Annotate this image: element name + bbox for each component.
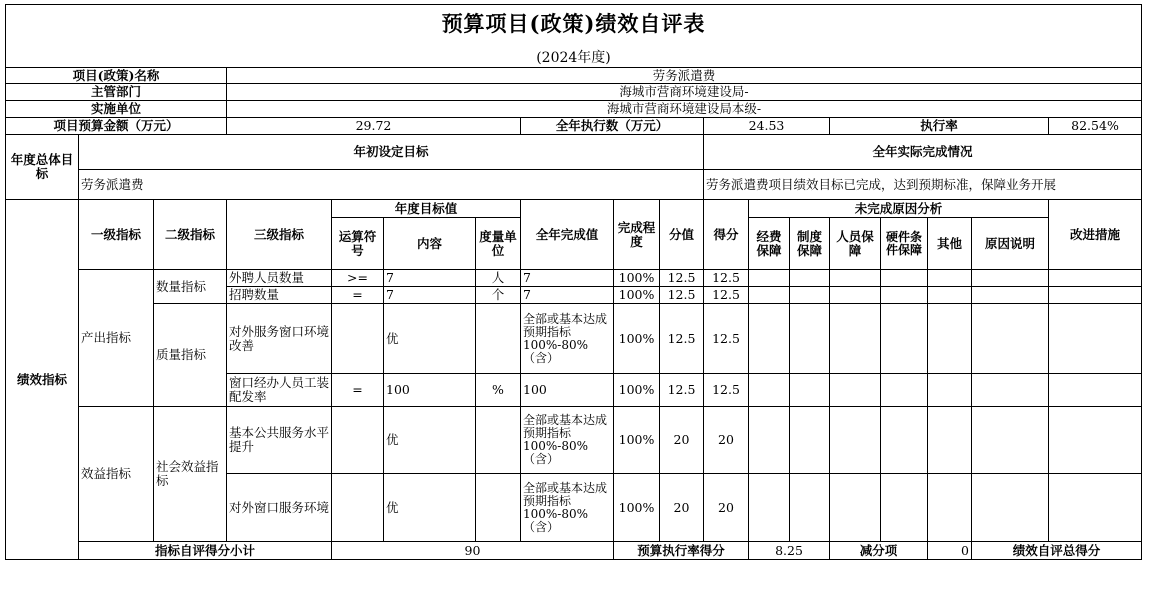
- header-level3: 三级指标: [227, 200, 332, 270]
- header-got: 得分: [704, 200, 749, 270]
- rate-value: 82.54%: [1049, 118, 1142, 135]
- row-got: 12.5: [704, 304, 749, 374]
- unit-value: 海城市营商环境建设局本级-: [227, 101, 1142, 118]
- header-hardware: 硬件条件保障: [881, 218, 928, 270]
- goals-initial-header: 年初设定目标: [79, 135, 704, 170]
- header-content: 内容: [384, 218, 476, 270]
- table-row: [6, 270, 1142, 287]
- budget-score-label: 预算执行率得分: [614, 542, 749, 560]
- row-op: =: [332, 287, 384, 304]
- row-score: 12.5: [660, 270, 704, 287]
- project-name-label: 项目(政策)名称: [6, 68, 227, 84]
- unit-label: 实施单位: [6, 101, 227, 118]
- row-unit: [476, 474, 521, 542]
- header-completion: 完成程度: [614, 200, 660, 270]
- budget-label: 项目预算金额（万元）: [6, 118, 227, 135]
- header-operator: 运算符号: [332, 218, 384, 270]
- row-got: 12.5: [704, 374, 749, 407]
- row-unit: 人: [476, 270, 521, 287]
- executed-value: 24.53: [704, 118, 830, 135]
- executed-label: 全年执行数（万元）: [521, 118, 704, 135]
- header-annual-target: 年度目标值: [332, 200, 521, 218]
- row-score: 12.5: [660, 374, 704, 407]
- group-benefit: 效益指标: [79, 407, 154, 542]
- evaluation-sheet: [5, 4, 1141, 584]
- header-other: 其他: [928, 218, 972, 270]
- row-name: 窗口经办人员工装配发率: [227, 374, 332, 407]
- row-actual: 7: [521, 270, 614, 287]
- header-staff: 人员保障: [830, 218, 881, 270]
- row-name: 招聘数量: [227, 287, 332, 304]
- row-unit: 个: [476, 287, 521, 304]
- row-content: 100: [384, 374, 476, 407]
- row-content: 优: [384, 474, 476, 542]
- row-score: 20: [660, 474, 704, 542]
- deduct-value: 0: [928, 542, 972, 560]
- dept-label: 主管部门: [6, 84, 227, 101]
- row-content: 优: [384, 407, 476, 474]
- header-system: 制度保障: [790, 218, 830, 270]
- header-reasons: 未完成原因分析: [749, 200, 1049, 218]
- row-content: 优: [384, 304, 476, 374]
- header-explain: 原因说明: [972, 218, 1049, 270]
- row-unit: [476, 304, 521, 374]
- header-improve: 改进措施: [1049, 200, 1142, 270]
- row-op: [332, 474, 384, 542]
- perf-label: 绩效指标: [6, 200, 79, 560]
- header-annual-actual: 全年完成值: [521, 200, 614, 270]
- row-score: 12.5: [660, 287, 704, 304]
- row-completion: 100%: [614, 287, 660, 304]
- row-name: 基本公共服务水平提升: [227, 407, 332, 474]
- row-op: >=: [332, 270, 384, 287]
- subtotal-label: 指标自评得分小计: [79, 542, 332, 560]
- group-social: 社会效益指标: [154, 407, 227, 542]
- page-title: 预算项目(政策)绩效自评表: [441, 11, 706, 36]
- row-op: =: [332, 374, 384, 407]
- rate-label: 执行率: [830, 118, 1049, 135]
- row-completion: 100%: [614, 474, 660, 542]
- total-label: 绩效自评总得分: [972, 542, 1142, 560]
- row-name: 外聘人员数量: [227, 270, 332, 287]
- budget-score-value: 8.25: [749, 542, 830, 560]
- row-unit: [476, 407, 521, 474]
- evaluation-table: [5, 4, 1142, 560]
- row-name: 对外服务窗口环境改善: [227, 304, 332, 374]
- goals-actual-header: 全年实际完成情况: [704, 135, 1142, 170]
- row-name: 对外窗口服务环境: [227, 474, 332, 542]
- table-row: [6, 407, 1142, 474]
- row-got: 20: [704, 407, 749, 474]
- row-actual: 7: [521, 287, 614, 304]
- group-quantity: 数量指标: [154, 270, 227, 304]
- goals-initial-text: 劳务派遣费: [79, 170, 704, 200]
- goals-label: 年度总体目标: [6, 135, 79, 200]
- row-op: [332, 304, 384, 374]
- row-unit: %: [476, 374, 521, 407]
- group-output: 产出指标: [79, 270, 154, 407]
- row-actual: 全部或基本达成预期指标100%-80%（含）: [521, 407, 614, 474]
- row-completion: 100%: [614, 270, 660, 287]
- page-subtitle: (2024年度): [536, 50, 611, 66]
- goals-actual-text: 劳务派遣费项目绩效目标已完成，达到预期标准，保障业务开展: [704, 170, 1142, 200]
- budget-value: 29.72: [227, 118, 521, 135]
- group-quality: 质量指标: [154, 304, 227, 407]
- row-actual: 全部或基本达成预期指标100%-80%（含）: [521, 474, 614, 542]
- subtotal-value: 90: [332, 542, 614, 560]
- row-got: 12.5: [704, 270, 749, 287]
- header-score: 分值: [660, 200, 704, 270]
- title-block: [6, 5, 1142, 68]
- row-score: 20: [660, 407, 704, 474]
- header-funding: 经费保障: [749, 218, 790, 270]
- row-completion: 100%: [614, 304, 660, 374]
- row-actual: 100: [521, 374, 614, 407]
- project-name-value: 劳务派遣费: [227, 68, 1142, 84]
- dept-value: 海城市营商环境建设局-: [227, 84, 1142, 101]
- row-content: 7: [384, 287, 476, 304]
- row-got: 12.5: [704, 287, 749, 304]
- row-completion: 100%: [614, 407, 660, 474]
- header-unit: 度量单位: [476, 218, 521, 270]
- row-score: 12.5: [660, 304, 704, 374]
- deduct-label: 减分项: [830, 542, 928, 560]
- table-row: [6, 304, 1142, 374]
- row-got: 20: [704, 474, 749, 542]
- header-level2: 二级指标: [154, 200, 227, 270]
- header-level1: 一级指标: [79, 200, 154, 270]
- row-completion: 100%: [614, 374, 660, 407]
- row-actual: 全部或基本达成预期指标100%-80%（含）: [521, 304, 614, 374]
- row-content: 7: [384, 270, 476, 287]
- row-op: [332, 407, 384, 474]
